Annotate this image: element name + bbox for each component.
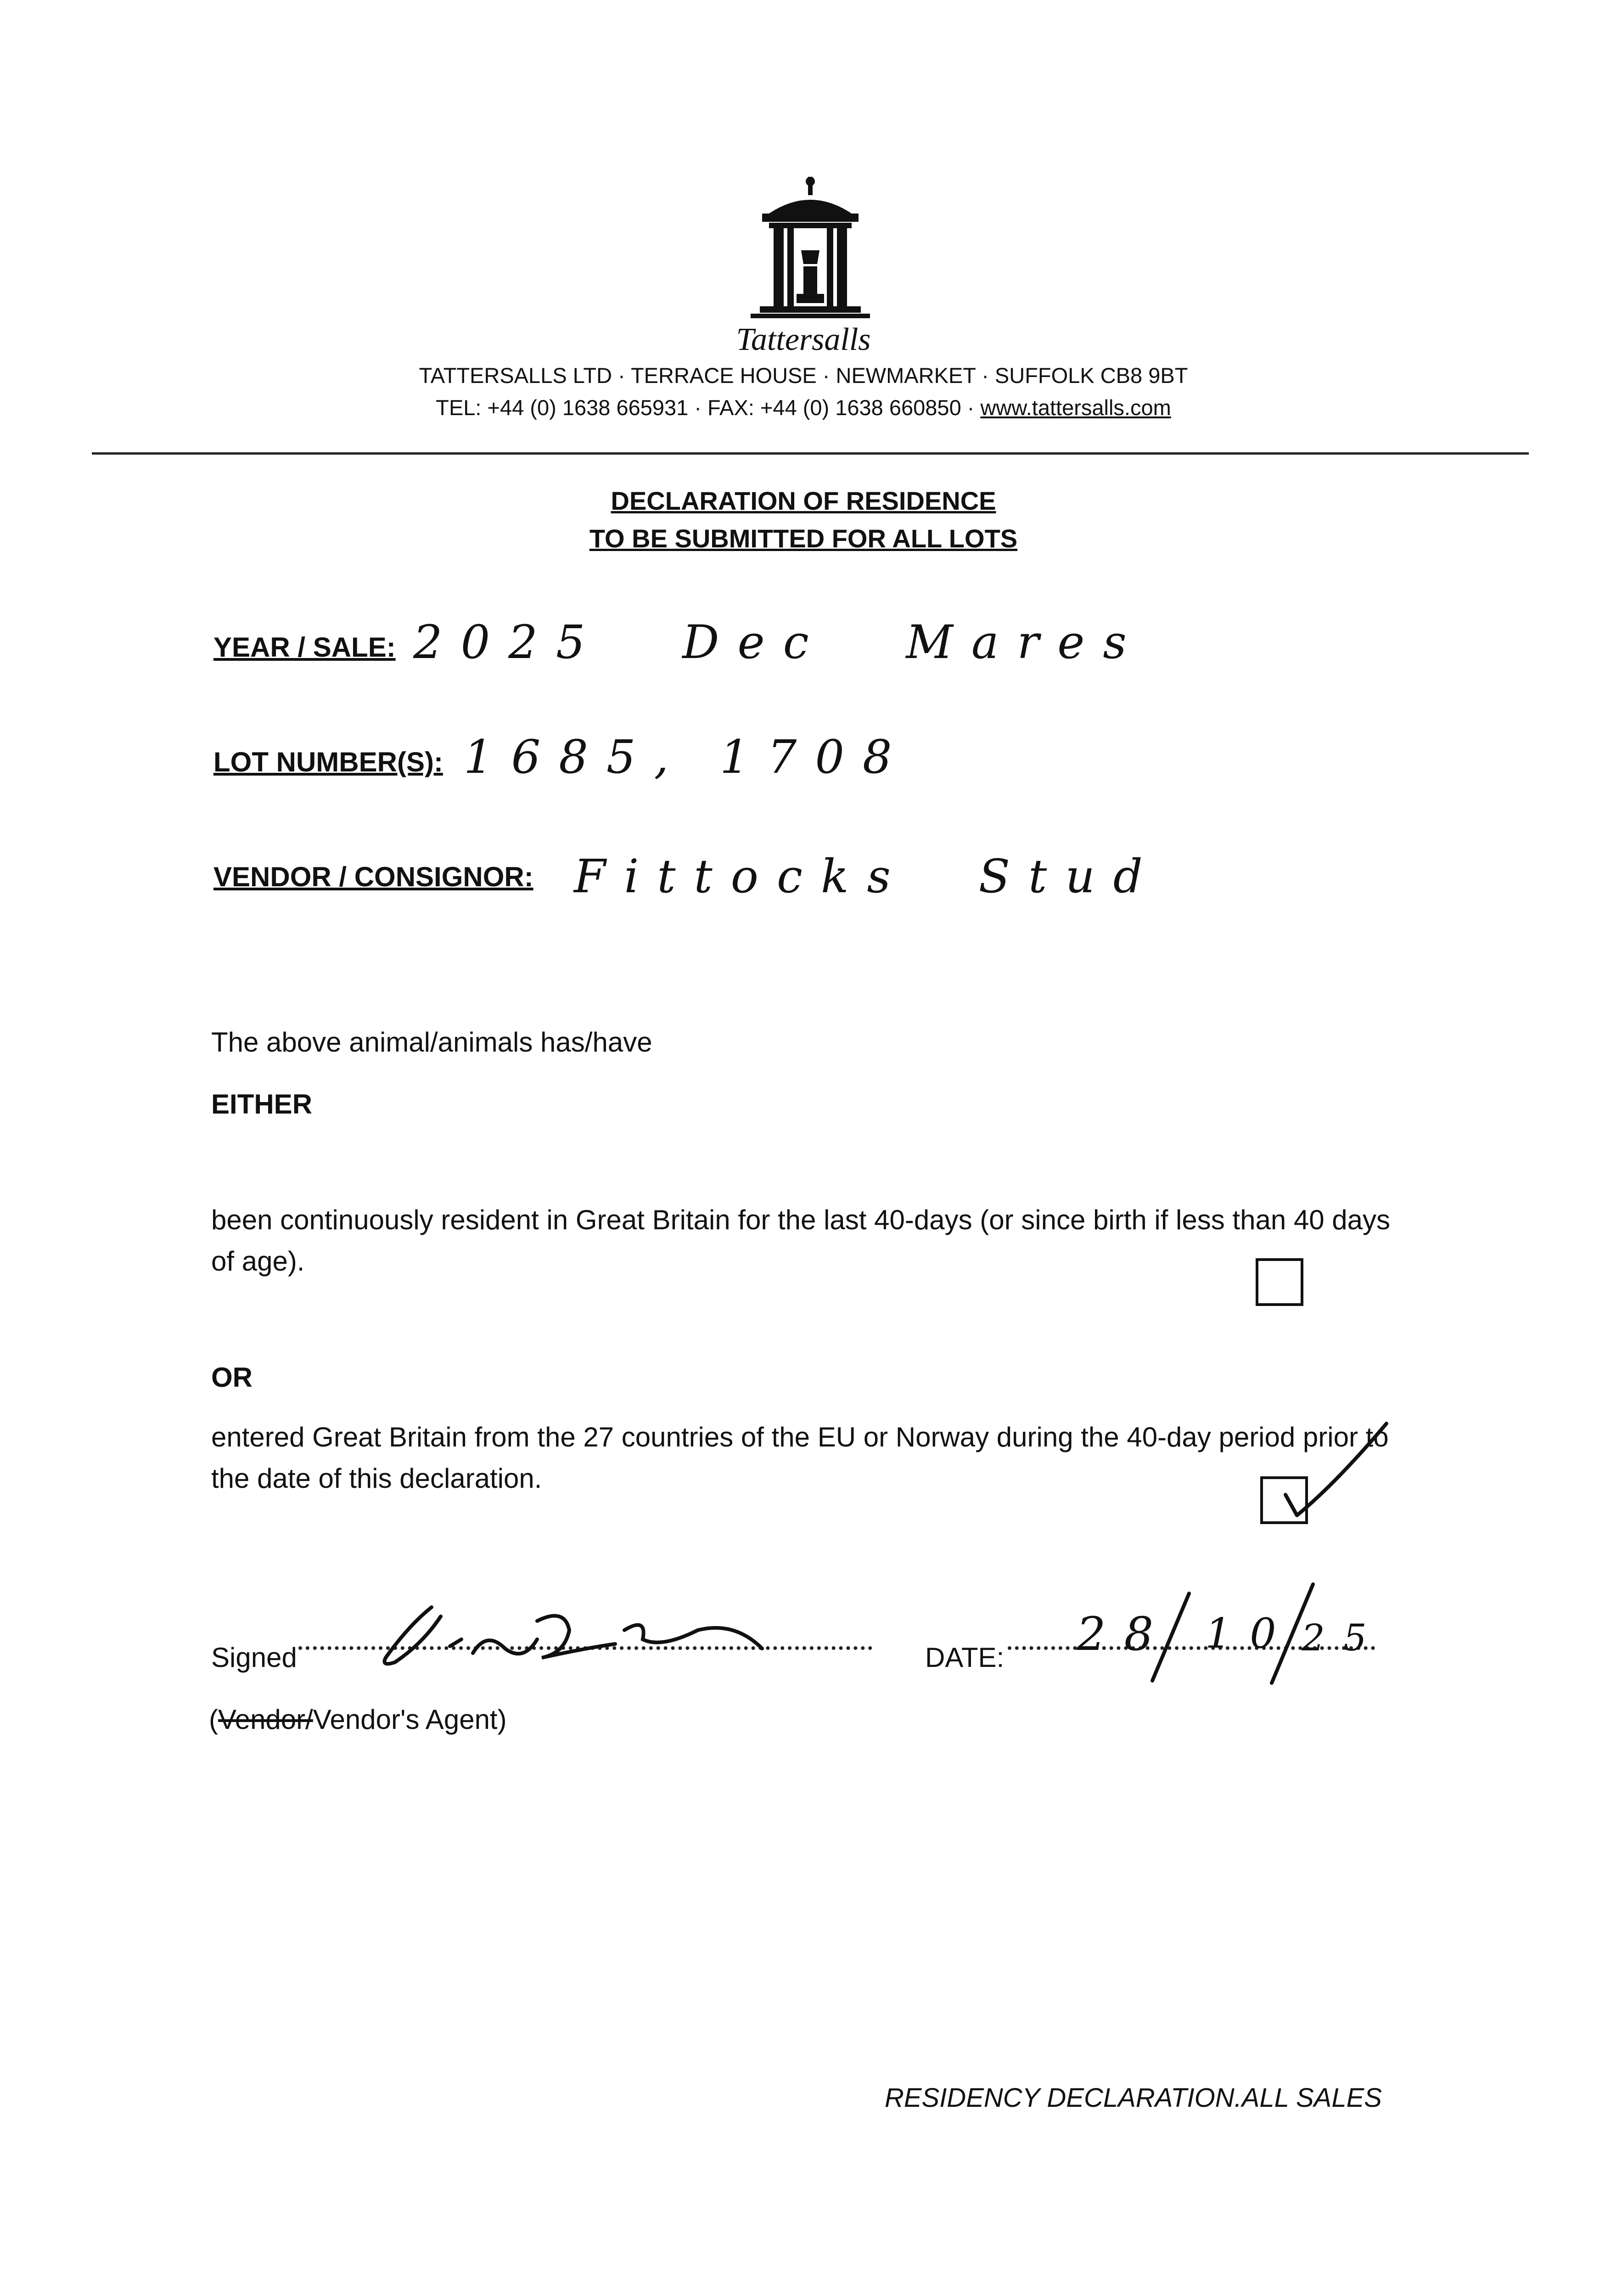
date-day: 28	[1077, 1607, 1172, 1661]
company-contact	[230, 395, 1377, 420]
form-subtitle: TO BE SUBMITTED FOR ALL LOTS	[589, 524, 1018, 553]
company-address: TATTERSALLS LTD · TERRACE HOUSE · NEWMARKET · SUFFOLK CB8 9BT	[419, 363, 1188, 388]
footer-reference: RESIDENCY DECLARATION.ALL SALES	[884, 2083, 1382, 2113]
role-agent: Vendor's Agent	[313, 1704, 498, 1735]
lot-numbers-label: LOT NUMBER(S):	[213, 747, 443, 777]
company-website-link[interactable]: www.tattersalls.com	[980, 395, 1171, 420]
date-year: 25	[1302, 1616, 1385, 1659]
vendor-consignor-label: VENDOR / CONSIGNOR:	[213, 861, 533, 892]
date-slashes	[1074, 1575, 1396, 1685]
tattersalls-logo-icon	[741, 177, 879, 326]
checkmark-icon	[1253, 1414, 1391, 1534]
contact-phone-fax: TEL: +44 (0) 1638 665931 · FAX: +44 (0) 1638 660850 ·	[436, 395, 981, 420]
option-resident-text: been continuously resident in Great Britain for the last 40-days (or since birth if less than 40 days of age).	[211, 1204, 1391, 1277]
year-sale-field[interactable]: 2025 Dec Mares	[413, 615, 1145, 669]
date-label: DATE:	[925, 1642, 1005, 1673]
signatory-role: (Vendor/Vendor's Agent)	[209, 1704, 507, 1735]
option-resident-checkbox[interactable]	[1256, 1258, 1303, 1306]
header-divider	[92, 452, 1529, 455]
lot-numbers-field[interactable]: 1685, 1708	[464, 730, 910, 784]
option-entered-text: entered Great Britain from the 27 countries of the EU or Norway during the 40-day period prior to the date of this declaration.	[211, 1422, 1389, 1494]
year-sale-label: YEAR / SALE:	[213, 632, 396, 663]
signed-label: Signed	[211, 1642, 297, 1673]
intro-text: The above animal/animals has/have	[211, 1027, 652, 1058]
date-month: 10	[1205, 1609, 1295, 1658]
either-heading: EITHER	[211, 1089, 313, 1120]
or-heading: OR	[211, 1362, 253, 1393]
vendor-consignor-field[interactable]: Fittocks Stud	[574, 850, 1161, 903]
handwritten-signature	[367, 1580, 826, 1671]
brand-name: Tattersalls	[736, 322, 871, 357]
form-title: DECLARATION OF RESIDENCE	[611, 486, 996, 515]
role-struck: Vendor/	[218, 1704, 313, 1735]
